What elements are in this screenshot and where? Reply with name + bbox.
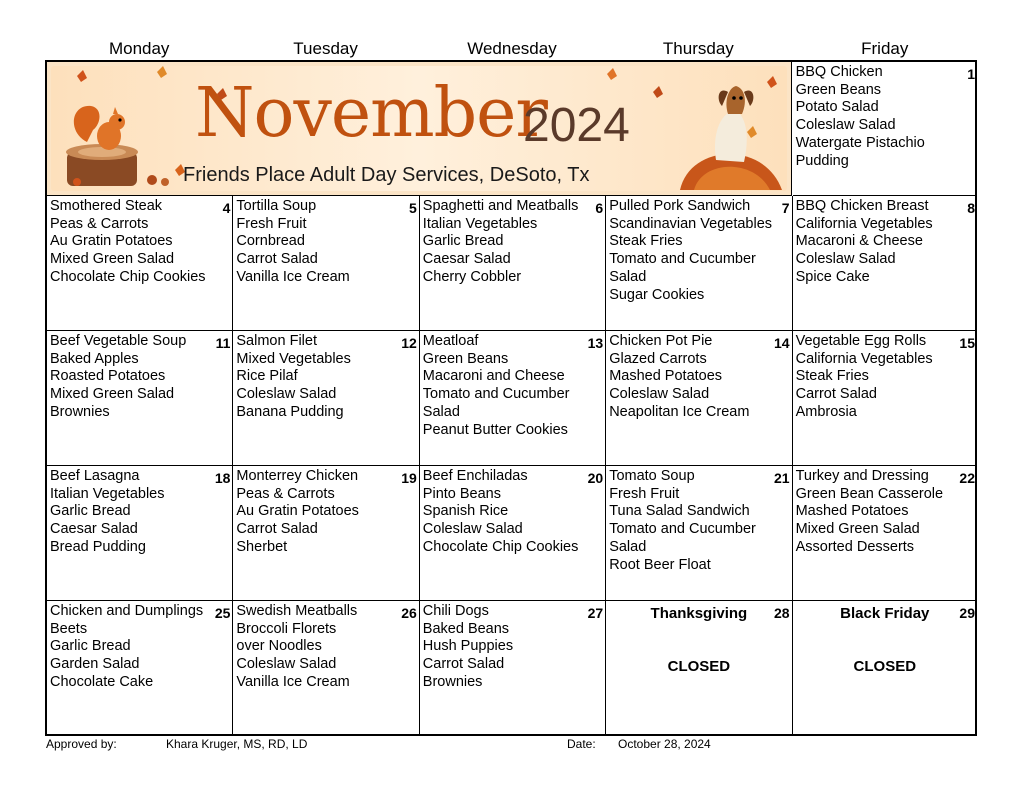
day-heading-wednesday: Wednesday — [467, 39, 557, 58]
menu-item: Vanilla Ice Cream — [236, 673, 350, 690]
menu-item: Green Beans — [795, 81, 882, 98]
menu-item: Tortilla Soup — [236, 198, 317, 214]
menu-item: Pulled Pork Sandwich — [609, 198, 751, 214]
menu-item: Baked Apples — [50, 350, 139, 367]
day-cell — [233, 331, 419, 466]
day-cell — [793, 196, 977, 331]
menu-item: Green Beans — [422, 350, 509, 367]
menu-item: Monterrey Chicken — [236, 468, 359, 484]
day-cell — [793, 331, 977, 466]
menu-item: Peas & Carrots — [50, 215, 149, 232]
menu-item: Steak Fries — [609, 233, 683, 250]
menu-item: Mixed Green Salad — [795, 521, 920, 538]
menu-item: Caesar Salad — [422, 251, 511, 268]
closed-status: CLOSED — [667, 658, 731, 675]
menu-item: Fresh Fruit — [609, 485, 680, 502]
day-cell — [420, 601, 606, 734]
day-cell — [233, 196, 419, 331]
day-heading-tuesday: Tuesday — [293, 39, 358, 58]
menu-item: Garlic Bread — [50, 638, 131, 655]
banner-year: 2024 — [523, 99, 630, 152]
menu-item: Swedish Meatballs — [236, 603, 358, 619]
day-number: 18 — [214, 470, 231, 486]
day-cell — [606, 466, 792, 601]
menu-item: Brownies — [50, 403, 110, 420]
date-label: Date: — [567, 737, 596, 751]
menu-item: Mixed Vegetables — [236, 350, 351, 367]
menu-item: Salad — [609, 268, 647, 285]
menu-item: Mixed Green Salad — [50, 251, 175, 268]
banner-month-title: November — [195, 74, 547, 153]
holiday-title: Thanksgiving — [650, 605, 748, 622]
menu-item: Beef Enchiladas — [422, 468, 528, 484]
menu-item: Pudding — [795, 152, 849, 169]
menu-item: Scandinavian Vegetables — [609, 215, 773, 232]
menu-item: Garden Salad — [50, 656, 140, 673]
menu-item: Ambrosia — [795, 403, 857, 420]
menu-item: Chicken and Dumplings — [50, 603, 204, 619]
menu-item: Carrot Salad — [236, 521, 318, 538]
day-cell — [47, 466, 233, 601]
day-number: 26 — [401, 605, 417, 621]
menu-item: Garlic Bread — [50, 503, 131, 520]
menu-item: Smothered Steak — [50, 198, 163, 214]
menu-item: Macaroni and Cheese — [422, 368, 565, 385]
menu-item: Sugar Cookies — [609, 286, 705, 303]
menu-item: Salad — [609, 538, 647, 555]
menu-item: Fresh Fruit — [236, 215, 307, 232]
day-number: 8 — [967, 200, 975, 216]
menu-item: Broccoli Florets — [236, 620, 337, 637]
menu-item: Tuna Salad Sandwich — [609, 503, 750, 520]
menu-item: Rice Pilaf — [236, 368, 298, 385]
menu-item: Chocolate Cake — [50, 673, 154, 690]
menu-item: Assorted Desserts — [795, 538, 915, 555]
menu-item: Coleslaw Salad — [422, 521, 523, 538]
day-number: 6 — [595, 200, 604, 216]
menu-item: Salad — [422, 403, 460, 420]
day-cell — [47, 331, 233, 466]
menu-item: Coleslaw Salad — [795, 117, 896, 134]
calendar-banner — [47, 62, 792, 196]
menu-item: California Vegetables — [795, 215, 933, 232]
approval-footer — [46, 737, 978, 753]
day-cell — [420, 466, 606, 601]
day-cell — [420, 331, 606, 466]
day-cell — [47, 196, 233, 331]
menu-item: Beets — [50, 620, 88, 637]
menu-item: Spaghetti and Meatballs — [422, 198, 579, 214]
menu-item: Italian Vegetables — [422, 215, 538, 232]
menu-item: Peanut Butter Cookies — [422, 421, 568, 438]
menu-item: Peas & Carrots — [236, 485, 335, 502]
day-number: 5 — [408, 200, 417, 216]
menu-item: Caesar Salad — [50, 521, 138, 538]
closed-status: CLOSED — [853, 658, 917, 675]
day-number: 27 — [587, 605, 604, 621]
day-cell — [233, 601, 419, 734]
day-number: 7 — [781, 200, 790, 216]
day-cell — [606, 601, 792, 734]
menu-item: Baked Beans — [422, 620, 510, 637]
menu-item: Sherbet — [236, 538, 288, 555]
menu-item: Chocolate Chip Cookies — [422, 538, 579, 555]
day-cell — [420, 196, 606, 331]
menu-item: Beef Lasagna — [50, 468, 140, 484]
day-number: 12 — [401, 335, 417, 351]
approval-date: October 28, 2024 — [618, 737, 711, 751]
menu-item: BBQ Chicken Breast — [795, 198, 929, 214]
menu-item: Italian Vegetables — [50, 485, 165, 502]
menu-item: Mashed Potatoes — [609, 368, 723, 385]
menu-item: Au Gratin Potatoes — [236, 503, 359, 520]
approver-name: Khara Kruger, MS, RD, LD — [166, 737, 308, 751]
menu-item: Chocolate Chip Cookies — [50, 268, 206, 285]
approved-by-label: Approved by: — [46, 737, 117, 751]
menu-item: Spice Cake — [795, 268, 870, 285]
menu-item: Green Bean Casserole — [795, 485, 944, 502]
menu-calendar — [45, 60, 977, 736]
menu-item: Cornbread — [236, 233, 305, 250]
menu-item: Beef Vegetable Soup — [50, 333, 187, 349]
weekday-header — [46, 38, 978, 60]
day-number: 21 — [774, 470, 790, 486]
menu-item: Cherry Cobbler — [422, 268, 522, 285]
menu-item: California Vegetables — [795, 350, 933, 367]
day-number: 19 — [401, 470, 417, 486]
menu-item: Carrot Salad — [795, 386, 877, 403]
menu-item: Coleslaw Salad — [609, 386, 710, 403]
menu-item: Watergate Pistachio — [795, 134, 925, 151]
menu-item: Mashed Potatoes — [795, 503, 909, 520]
menu-item: Hush Puppies — [422, 638, 514, 655]
menu-item: Coleslaw Salad — [795, 251, 896, 268]
day-number: 11 — [215, 335, 231, 351]
menu-item: Vegetable Egg Rolls — [795, 333, 927, 349]
day-cell — [47, 601, 233, 734]
day-cell — [793, 601, 977, 734]
holiday-title: Black Friday — [840, 605, 930, 622]
menu-item: Au Gratin Potatoes — [50, 233, 173, 250]
menu-item: Salmon Filet — [236, 333, 317, 349]
day-heading-thursday: Thursday — [662, 39, 734, 58]
menu-item: Chili Dogs — [422, 603, 489, 619]
menu-item: Coleslaw Salad — [236, 386, 337, 403]
day-number: 14 — [774, 335, 790, 351]
day-number: 25 — [214, 605, 231, 621]
day-cell — [606, 196, 792, 331]
day-number: 22 — [959, 470, 975, 486]
menu-item: Roasted Potatoes — [50, 368, 166, 385]
day-cell — [233, 466, 419, 601]
day-number: 15 — [959, 335, 975, 351]
menu-item: Bread Pudding — [50, 538, 146, 555]
menu-item: Mixed Green Salad — [50, 386, 175, 403]
day-number: 1 — [967, 66, 975, 82]
menu-item: Neapolitan Ice Cream — [609, 403, 750, 420]
menu-item: Garlic Bread — [422, 233, 504, 250]
banner-subtitle: Friends Place Adult Day Services, DeSoto, Tx — [183, 164, 590, 186]
day-heading-monday: Monday — [108, 39, 170, 58]
menu-item: Tomato and Cucumber — [422, 386, 570, 403]
day-cell — [793, 62, 977, 196]
menu-item: Vanilla Ice Cream — [236, 268, 350, 285]
menu-item: Potato Salad — [795, 99, 879, 116]
day-cell — [793, 466, 977, 601]
menu-item: Turkey and Dressing — [795, 468, 929, 484]
day-number: 28 — [774, 605, 790, 621]
menu-item: Chicken Pot Pie — [609, 333, 713, 349]
menu-item: Carrot Salad — [236, 251, 318, 268]
day-cell — [606, 331, 792, 466]
menu-item: Coleslaw Salad — [236, 656, 337, 673]
menu-item: Macaroni & Cheese — [795, 233, 923, 250]
menu-item: over Noodles — [236, 638, 322, 655]
menu-item: Meatloaf — [422, 333, 479, 349]
menu-item: Glazed Carrots — [609, 350, 707, 367]
menu-item: BBQ Chicken — [795, 64, 883, 80]
menu-item: Brownies — [422, 673, 483, 690]
menu-item: Banana Pudding — [236, 403, 344, 420]
day-heading-friday: Friday — [861, 39, 909, 58]
day-number: 29 — [959, 605, 975, 621]
day-number: 4 — [222, 200, 231, 216]
menu-item: Tomato Soup — [609, 468, 695, 484]
menu-item: Steak Fries — [795, 368, 869, 385]
menu-item: Carrot Salad — [422, 656, 505, 673]
menu-item: Tomato and Cucumber — [609, 251, 756, 268]
menu-item: Spanish Rice — [422, 503, 509, 520]
day-number: 20 — [587, 470, 604, 486]
menu-item: Root Beer Float — [609, 556, 711, 573]
menu-item: Tomato and Cucumber — [609, 521, 756, 538]
day-number: 13 — [587, 335, 604, 351]
menu-item: Pinto Beans — [422, 485, 501, 502]
